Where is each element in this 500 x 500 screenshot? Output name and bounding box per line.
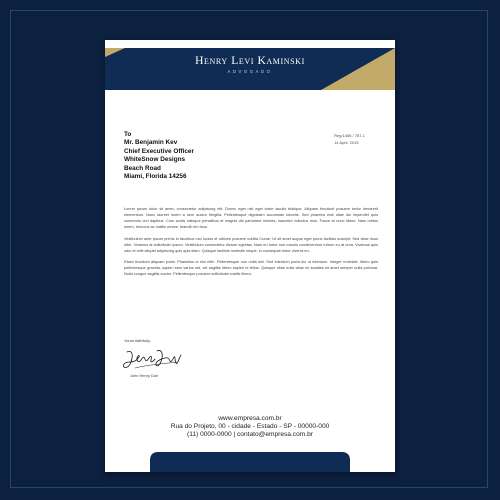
brand-name: Henry Levi Kaminski xyxy=(195,55,305,67)
recipient-line: Mr. Benjamin Kev xyxy=(124,139,178,147)
footer-contact: (11) 0000-0000 | contato@empresa.com.br xyxy=(187,431,313,439)
letterhead-page xyxy=(105,40,395,472)
recipient-line: Chief Executive Officer xyxy=(124,147,194,155)
recipient-block xyxy=(124,131,194,181)
letter-date: 14 April, 2015 xyxy=(334,140,359,145)
letter-body xyxy=(124,206,378,283)
footer-navy-tab xyxy=(150,452,350,472)
reference-number: Reg:1456 / 787-1 xyxy=(334,133,365,138)
brand-subtitle: ADVOGADO xyxy=(227,69,273,74)
recipient-line: To xyxy=(124,131,132,138)
footer-address: Rua do Projeto, 00 - cidade - Estado - SP - 00000-000 xyxy=(170,423,330,431)
recipient-line: Miami, Florida 14256 xyxy=(124,173,187,181)
body-paragraph: Etiam tincidunt aliquam porta. Phasellus ut nisi nibh. Pellentesque non nulla nisi. Sed interdum porta leo ut interdum. Integer molestie, libero quis pellentesque gravida, sapien sem varius est, vel sagittis libero sapien id tellus. Quisque vitae nulla vitae mi sodales sit amet semper nulla pulvinar. Nulla congue sagittis auctor. Pellentesque posuere sollicitudin mattis libero. xyxy=(124,260,378,276)
closing-salutation: Yours faithfully, xyxy=(124,338,151,343)
footer-block xyxy=(105,415,395,440)
footer-website: www.empresa.com.br xyxy=(218,415,282,422)
body-paragraph: Vestibulum ante ipsum primis in faucibus orci luctus et ultrices posuere cubilia Curae; Ut sit amet augue eget purus facilisis suscipit. Sed vitae risus nibh. Vivamus at sollicitudin ipsum. Vestibulum consectetur dictum egestas. Nam eu tortor non mauris condimentum rutrum eu at urna. Vivamus quis odio et velit aliquet adipiscing quis quis diam. Quisque facilisis molestie neque, in consequat tortor viverra eu. xyxy=(124,236,378,253)
signer-name: John Henry Doe xyxy=(130,373,159,378)
recipient-line: WhiteSnow Designs xyxy=(124,156,186,164)
body-paragraph: Lorem ipsum dolor sit amet, consectetur adipiscing elit. Donec eget nisi eget tortor iaculis tristique. Aliquam tincidunt posuere tortor hendrerit elementum. Nunc laoreet lorem a sem auctor fringilla. Pellentesque dignissim accumsan lobortis. Sed pharetra erat vitae dui imperdiet quis commodo orci dapibus. Cum sociis natoque penatibus et magnis dis parturient montes, nascetur ridiculus mus. Fusce at nunc libero. Nam metus lorem, rhoncus ac mattis ornare, blandit vel risus. xyxy=(124,207,378,229)
recipient-line: Beach Road xyxy=(124,164,161,172)
reference-block xyxy=(334,132,365,146)
